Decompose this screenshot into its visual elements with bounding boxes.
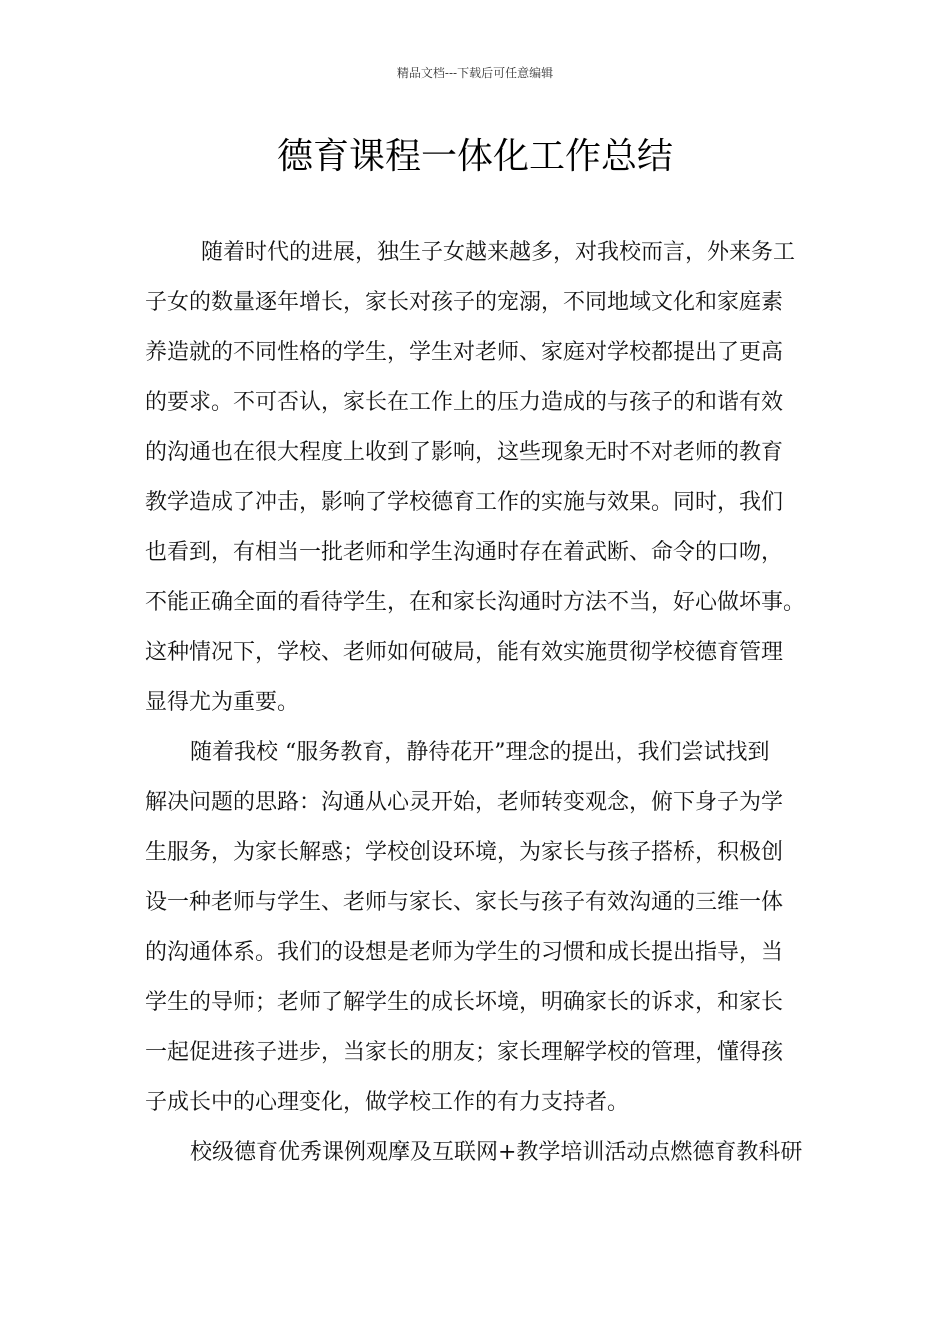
paragraph-2-line: 一起促进孩子进步，当家长的朋友；家长理解学校的管理，懂得孩 bbox=[145, 1040, 784, 1065]
paragraph-2-line: 子成长中的心理变化，做学校工作的有力支持者。 bbox=[145, 1090, 630, 1115]
paragraph-1-line: 教学造成了冲击，影响了学校德育工作的实施与效果。同时，我们 bbox=[145, 490, 784, 515]
document-title: 德育课程一体化工作总结 bbox=[276, 136, 673, 177]
paragraph-2-line: 的沟通体系。我们的设想是老师为学生的习惯和成长提出指导，当 bbox=[145, 940, 784, 965]
paragraph-3-line: 校级德育优秀课例观摩及互联网+教学培训活动点燃德育教科研 bbox=[190, 1140, 803, 1165]
paragraph-1-line: 的要求。不可否认，家长在工作上的压力造成的与孩子的和谐有效 bbox=[145, 390, 784, 415]
paragraph-1-line: 养造就的不同性格的学生，学生对老师、家庭对学校都提出了更高 bbox=[145, 340, 784, 365]
paragraph-2-line: 学生的导师；老师了解学生的成长坏境，明确家长的诉求，和家长 bbox=[145, 990, 784, 1015]
page-header-note: 精品文档---下载后可任意编辑 bbox=[396, 66, 554, 80]
paragraph-2-line: 生服务，为家长解惑；学校创设环境，为家长与孩子搭桥，积极创 bbox=[145, 840, 784, 865]
paragraph-1-line: 不能正确全面的看待学生，在和家长沟通时方法不当，好心做坏事。 bbox=[145, 590, 806, 615]
paragraph-2-line: 随着我校 “服务教育，静待花开”理念的提出，我们尝试找到 bbox=[190, 740, 770, 765]
paragraph-2-line: 设一种老师与学生、老师与家长、家长与孩子有效沟通的三维一体 bbox=[145, 890, 784, 915]
paragraph-1-line: 显得尤为重要。 bbox=[145, 690, 300, 715]
paragraph-1-line: 随着时代的进展，独生子女越来越多，对我校而言，外来务工 bbox=[201, 240, 796, 265]
paragraph-1-line: 这种情况下，学校、老师如何破局，能有效实施贯彻学校德育管理 bbox=[145, 640, 784, 665]
paragraph-1-line: 的沟通也在很大程度上收到了影响，这些现象无时不对老师的教育 bbox=[145, 440, 784, 465]
paragraph-1-line: 也看到，有相当一批老师和学生沟通时存在着武断、命令的口吻， bbox=[145, 540, 784, 565]
paragraph-2-line: 解决问题的思路：沟通从心灵开始，老师转变观念，俯下身子为学 bbox=[145, 790, 784, 815]
paragraph-1-line: 子女的数量逐年增长，家长对孩子的宠溺，不同地域文化和家庭素 bbox=[145, 290, 784, 315]
document-body bbox=[145, 228, 825, 1178]
